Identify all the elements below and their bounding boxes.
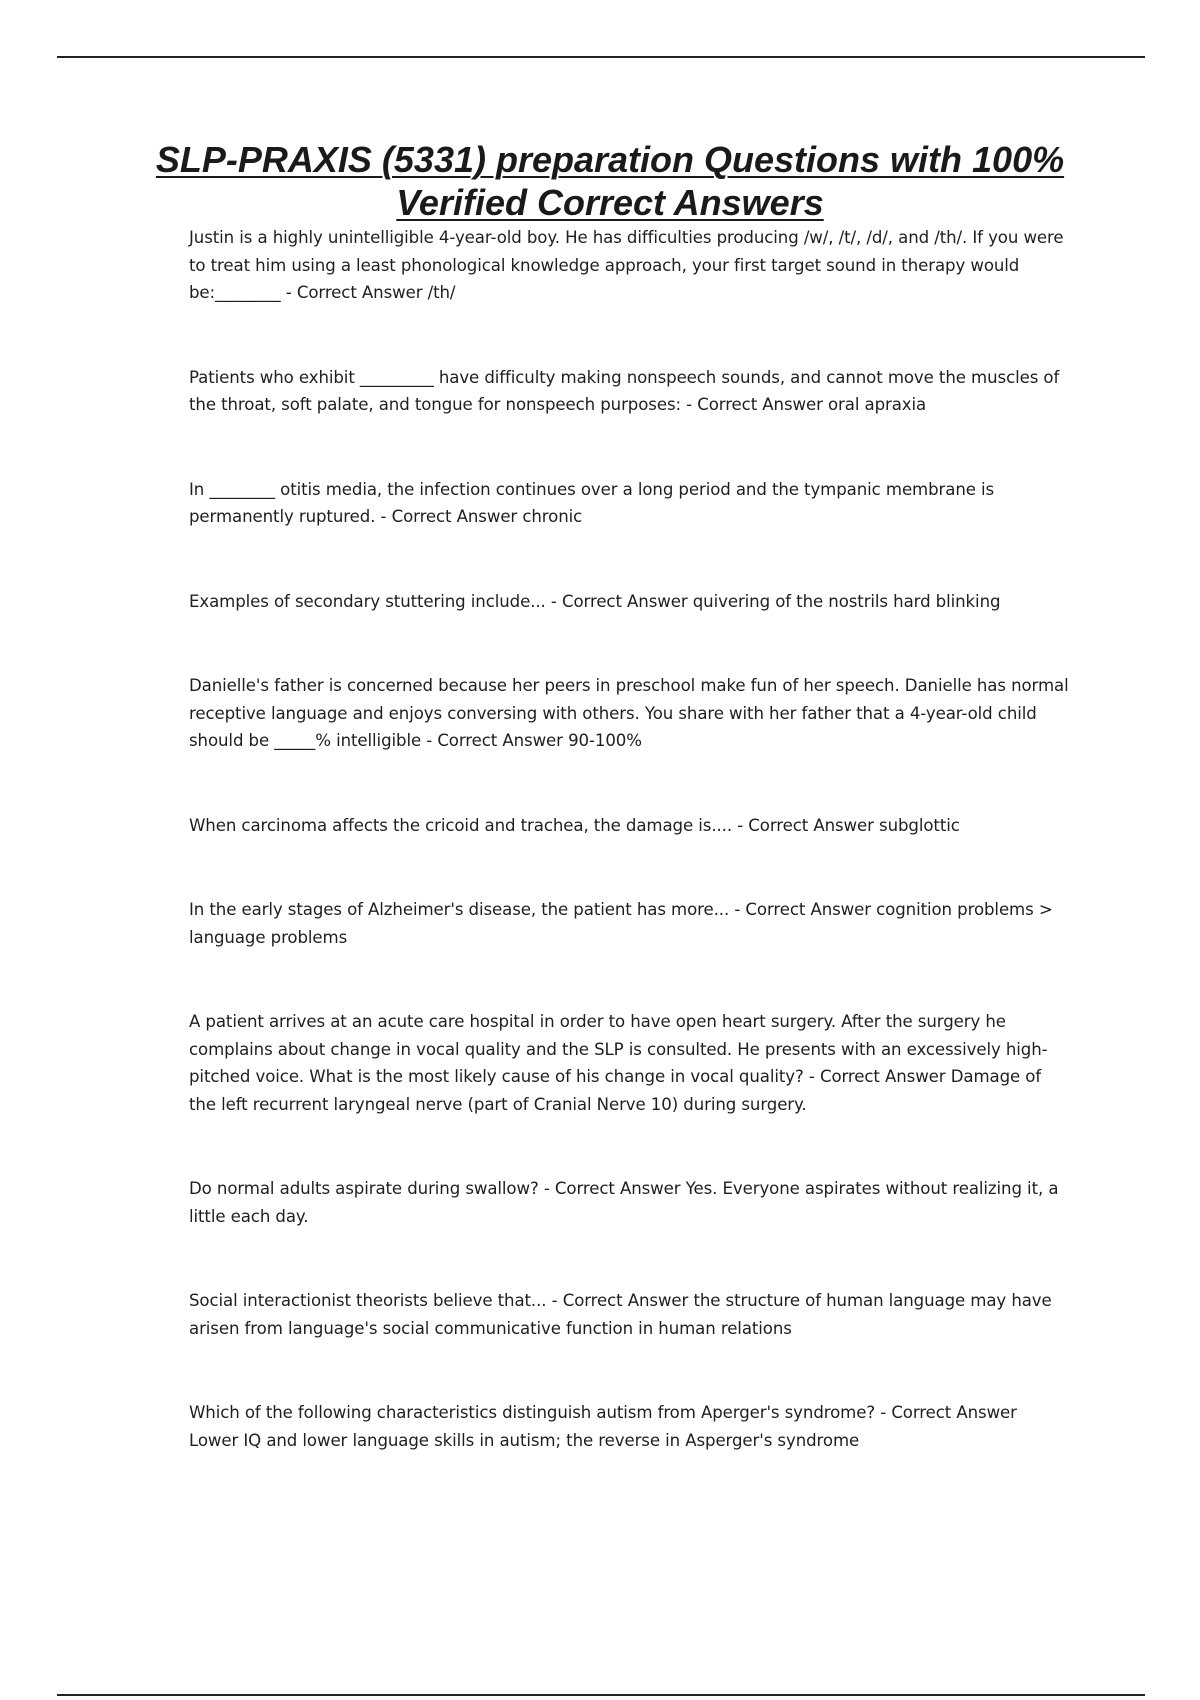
question-text: Danielle's father is concerned because her peers in preschool make fun of her speech. Danielle has normal receptive language and enjoys conversing with others. You share with her father that a 4-year-old child should be _____% intelligible [189,676,1069,750]
answer-label: Correct Answer [819,1067,946,1086]
answer-separator: - [280,283,297,302]
question-text: In the early stages of Alzheimer's disease, the patient has more... [189,900,730,919]
question-text: A patient arrives at an acute care hospital in order to have open heart surgery. After the surgery he complains about change in vocal quality and the SLP is consulted. He presents with an excessively high-pitched voice. What is the most likely cause of his change in vocal quality? [189,1012,1048,1086]
answer-separator: - [803,1067,820,1086]
answer-text: subglottic [879,815,960,835]
answer-text: oral apraxia [827,395,927,414]
answer-separator: - [729,900,746,919]
answer-separator: - [375,507,392,526]
qa-item [189,1008,1069,1118]
answer-label: Correct Answer [697,395,823,414]
qa-item [189,812,1069,840]
question-text: Do normal adults aspirate during swallow? [189,1179,539,1198]
answer-label: Correct Answer [745,900,871,919]
qa-item [189,588,1069,616]
qa-item [189,1175,1069,1230]
question-text: Patients who exhibit _________ have difficulty making nonspeech sounds, and cannot move the muscles of the throat, soft palate, and tongue for nonspeech purposes: [189,367,1060,414]
answer-separator: - [680,395,698,414]
answer-label: Correct Answer [296,283,423,302]
qa-item [189,224,1069,307]
qa-item [189,1287,1069,1342]
answer-text: Yes. Everyone aspirates without realizing it, a little each day. [189,1179,1059,1226]
answer-separator: - [538,1179,555,1198]
document-title: SLP-PRAXIS (5331) preparation Questions with 100% Verified Correct Answers [155,139,1065,223]
question-text: In ________ otitis media, the infection continues over a long period and the tympanic membrane is permanently ruptured. [189,479,995,526]
answer-label: Correct Answer [748,815,874,835]
qa-item [189,672,1069,755]
top-rule [57,56,1145,58]
question-text: Which of the following characteristics distinguish autism from Aperger's syndrome? [189,1403,876,1422]
answer-text: /th/ [427,283,456,302]
answer-text: chronic [522,507,583,526]
qa-item [189,476,1069,531]
answer-separator: - [732,815,749,835]
qa-list [189,224,1069,1511]
answer-text: Lower IQ and lower language skills in autism; the reverse in Asperger's syndrome [189,1430,860,1450]
answer-text: cognition problems > language problems [189,900,1053,947]
answer-text: Damage of the left recurrent laryngeal nerve (part of Cranial Nerve 10) during surgery. [189,1067,1042,1114]
answer-separator: - [875,1403,892,1422]
answer-label: Correct Answer [437,731,563,750]
answer-label: Correct Answer [391,507,518,526]
answer-label: Correct Answer [562,1291,689,1310]
answer-text: 90-100% [568,731,642,750]
answer-label: Correct Answer [891,1403,1017,1422]
answer-separator: - [545,591,562,611]
qa-item [189,896,1069,951]
answer-label: Correct Answer [562,591,688,611]
question-text: Examples of secondary stuttering include... [189,591,546,611]
question-text: Social interactionist theorists believe that... [189,1291,547,1310]
question-text: When carcinoma affects the cricoid and trachea, the damage is.... [189,815,733,835]
answer-text: quivering of the nostrils hard blinking [692,591,1001,611]
answer-label: Correct Answer [554,1179,681,1198]
question-text: Justin is a highly unintelligible 4-year-old boy. He has difficulties producing /w/, /t/, /d/, and /th/. If you were to treat him using a least phonological knowledge approach, your first target sound in therapy would be:________ [189,228,1064,302]
qa-item [189,364,1069,419]
answer-text: the structure of human language may have arisen from language's social communicative function in human relations [189,1291,1052,1338]
qa-item [189,1399,1069,1454]
bottom-rule [57,1694,1145,1696]
answer-separator: - [546,1291,563,1310]
answer-separator: - [421,731,438,750]
